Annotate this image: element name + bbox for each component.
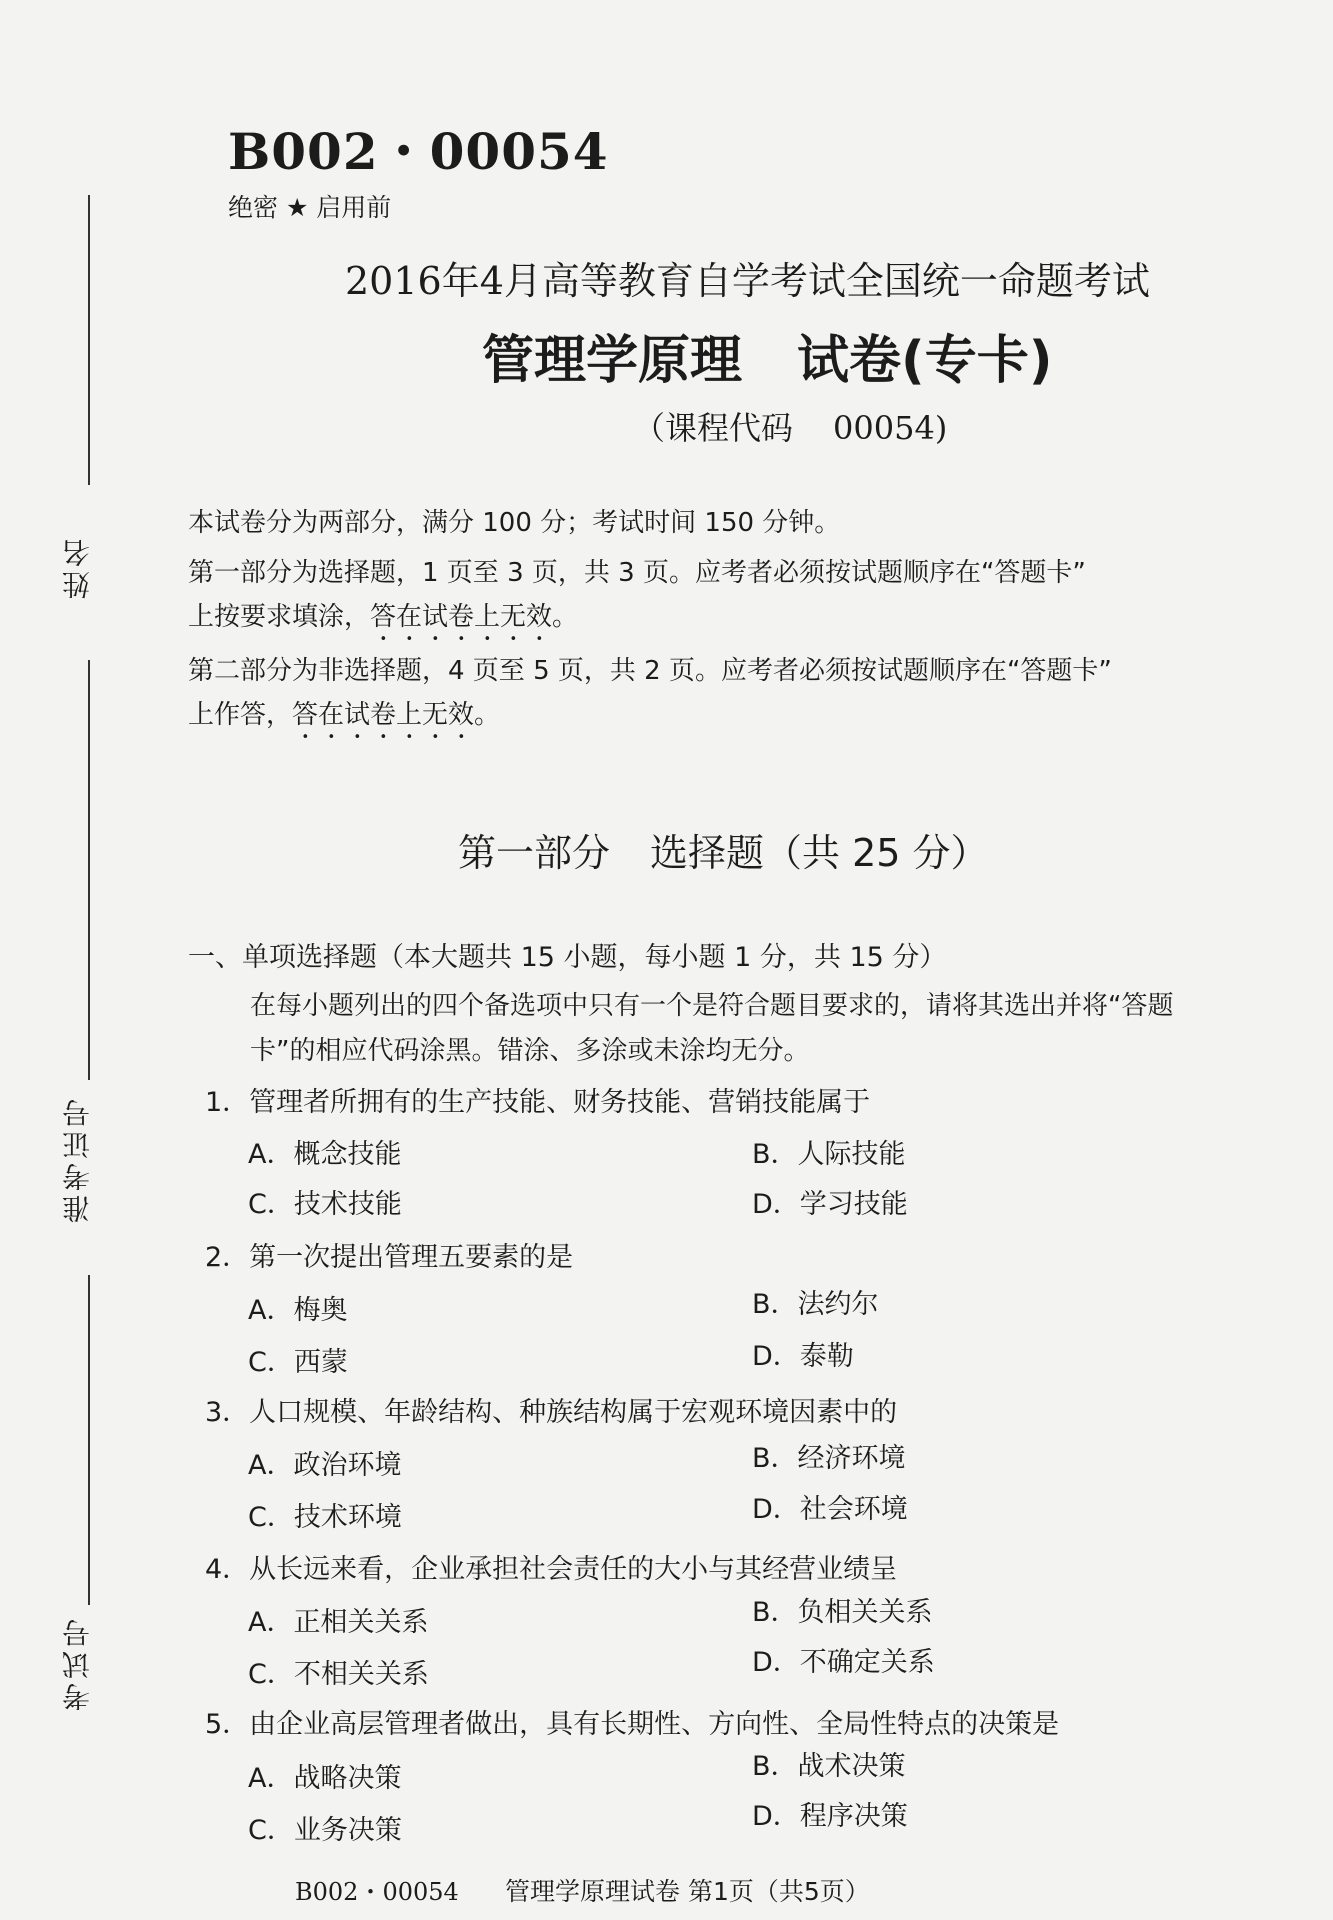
question-2-option-c: C．西蒙 — [248, 1347, 348, 1378]
question-3-option-c: C．技术环境 — [248, 1502, 402, 1533]
exam-title: 2016年4月高等教育自学考试全国统一命题考试 — [345, 259, 1150, 303]
question-4-option-d: D．不确定关系 — [752, 1647, 935, 1678]
notice-line-2: 第一部分为选择题，1 页至 3 页，共 3 页。应考者必须按试题顺序在“答题卡” — [188, 558, 1086, 588]
part-one-heading — [458, 822, 989, 877]
question-4: 4．从长远来看，企业承担社会责任的大小与其经营业绩呈 — [205, 1554, 898, 1585]
part-one-label: 第一部分 — [458, 831, 611, 875]
name-fill-line — [88, 195, 90, 485]
notice-line-5-a: 上作答， — [188, 700, 293, 730]
question-4-option-b: B．负相关关系 — [752, 1597, 933, 1628]
question-2: 2．第一次提出管理五要素的是 — [205, 1242, 574, 1273]
question-2-option-a: A．梅奥 — [248, 1295, 348, 1326]
notice-line-4: 第二部分为非选择题，4 页至 5 页，共 2 页。应考者必须按试题顺序在“答题卡” — [188, 656, 1112, 686]
question-3-option-d: D．社会环境 — [752, 1494, 908, 1525]
notice-line-3-c: 。 — [552, 602, 579, 632]
question-2-option-d: D．泰勒 — [752, 1341, 854, 1372]
footer-page-number: 管理学原理试卷 第1页（共5页） — [505, 1877, 870, 1906]
notice-emphasis-1: 答在试卷上无效 — [370, 602, 553, 632]
notice-line-5-c: 。 — [474, 700, 501, 730]
question-1-option-d: D．学习技能 — [752, 1189, 908, 1220]
question-3: 3．人口规模、年龄结构、种族结构属于宏观环境因素中的 — [205, 1397, 898, 1428]
course-code-label: （课程代码 — [633, 409, 794, 447]
paper-code: B002・00054 — [228, 122, 609, 181]
question-4-option-c: C．不相关关系 — [248, 1659, 429, 1690]
secret-mark: 绝密 ★ 启用前 — [228, 193, 392, 222]
section-one-title: 一、单项选择题（本大题共 15 小题，每小题 1 分，共 15 分） — [188, 942, 947, 973]
admission-fill-line — [88, 660, 90, 1080]
admission-label: 准考证号 — [61, 1095, 94, 1223]
question-4-option-a: A．正相关关系 — [248, 1607, 429, 1638]
notice-line-1: 本试卷分为两部分，满分 100 分；考试时间 150 分钟。 — [188, 508, 841, 538]
exam-no-fill-line — [88, 1275, 90, 1605]
question-5-option-c: C．业务决策 — [248, 1815, 402, 1846]
section-one-instruction-2: 卡”的相应代码涂黑。错涂、多涂或未涂均无分。 — [250, 1036, 810, 1066]
footer-paper-code: B002・00054 — [295, 1878, 459, 1906]
question-3-option-a: A．政治环境 — [248, 1450, 402, 1481]
subject-name: 管理学原理 — [482, 331, 743, 391]
notice-line-3 — [188, 602, 578, 647]
question-2-option-b: B．法约尔 — [752, 1289, 879, 1320]
subject-title — [482, 318, 1053, 393]
course-code-value: 00054) — [833, 409, 948, 447]
question-5: 5．由企业高层管理者做出，具有长期性、方向性、全局性特点的决策是 — [205, 1709, 1060, 1740]
section-one-instruction-1: 在每小题列出的四个备选项中只有一个是符合题目要求的，请将其选出并将“答题 — [250, 991, 1174, 1021]
question-5-option-a: A．战略决策 — [248, 1763, 402, 1794]
notice-line-3-a: 上按要求填涂， — [188, 602, 371, 632]
course-code — [633, 403, 947, 449]
question-1-option-a: A．概念技能 — [248, 1139, 402, 1170]
exam-no-label: 考试号 — [61, 1615, 94, 1711]
question-1-option-c: C．技术技能 — [248, 1189, 402, 1220]
question-5-option-b: B．战术决策 — [752, 1751, 906, 1782]
question-1: 1．管理者所拥有的生产技能、财务技能、营销技能属于 — [205, 1087, 871, 1118]
name-label: 姓名 — [61, 535, 94, 599]
paper-type: 试卷(专卡) — [797, 331, 1053, 391]
notice-line-5 — [188, 700, 500, 745]
question-3-option-b: B．经济环境 — [752, 1443, 906, 1474]
notice-emphasis-2: 答在试卷上无效 — [292, 700, 475, 730]
part-one-title: 选择题（共 25 分） — [650, 831, 989, 875]
question-1-option-b: B．人际技能 — [752, 1139, 906, 1170]
question-5-option-d: D．程序决策 — [752, 1801, 908, 1832]
